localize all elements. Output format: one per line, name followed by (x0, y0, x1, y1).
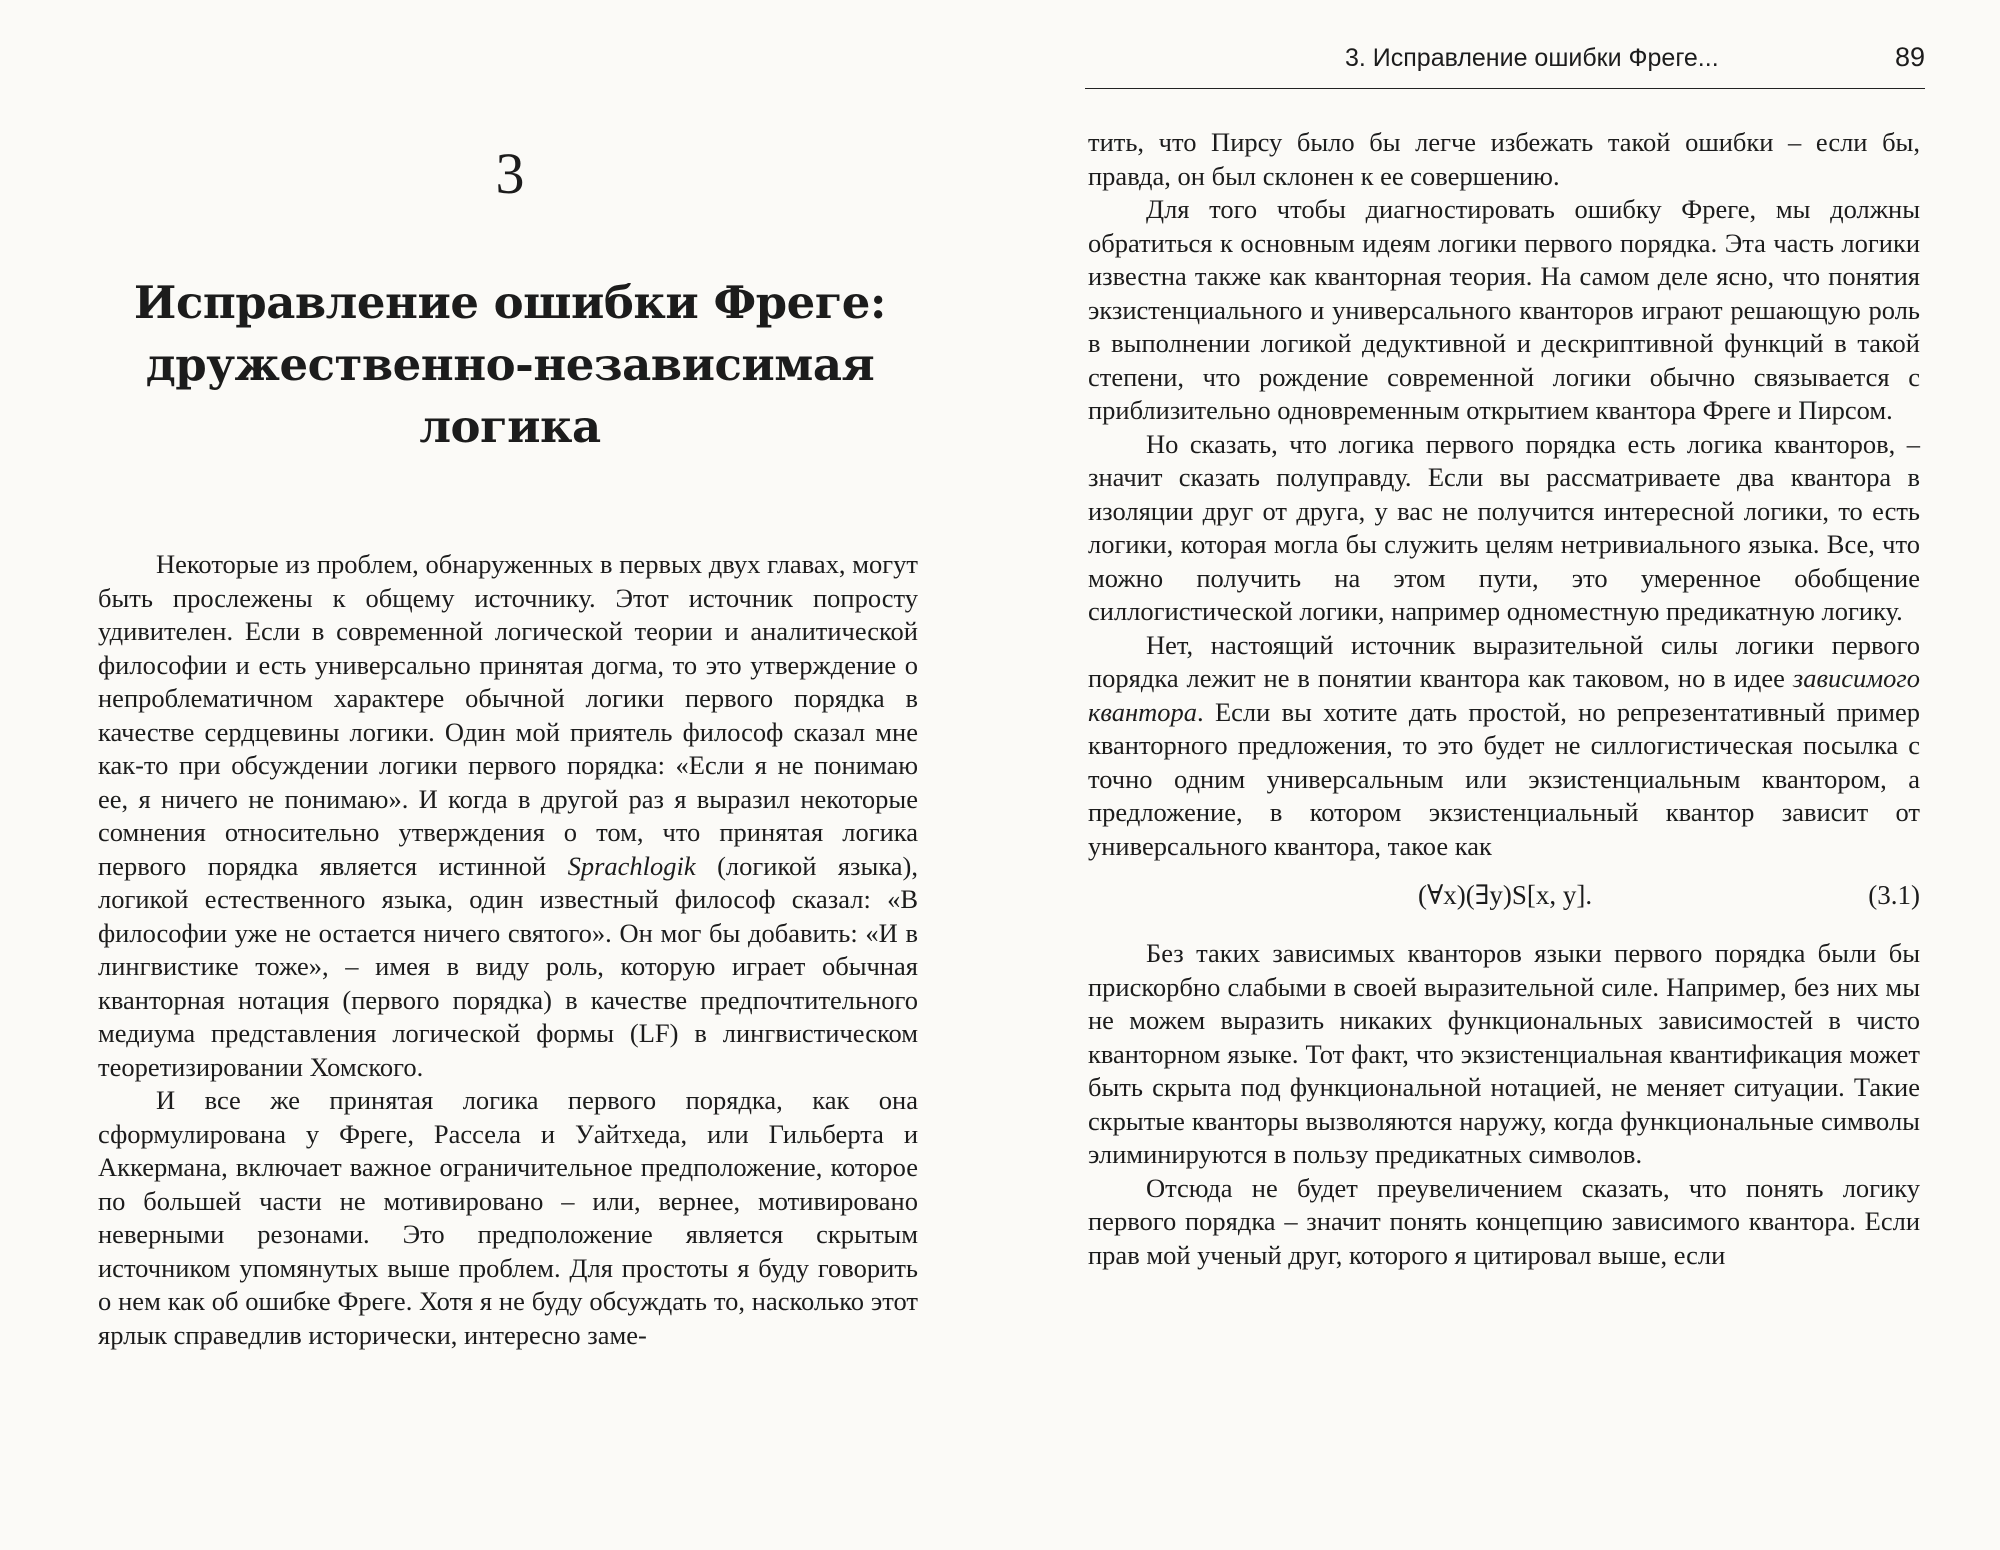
right-page (1000, 0, 2000, 1550)
formula-row (1088, 867, 1920, 927)
paragraph: Отсюда не будет преувеличением сказать, что понять логику первого порядка – значит понять концепцию зависимого квантора. Если прав мой ученый друг, которого я цитировал выше, если (1088, 1172, 1920, 1270)
paragraph-text: . Если вы хотите дать простой, но репрезентативный пример кванторного предложения, то это будет не силлогистическая посылка с точно одним универсальным или экзистенциальным квантором, а предложение, в котором экзистенциальный квантор зависит от универсального квантора, такое как (1088, 696, 1920, 861)
paragraph: И все же принятая логика первого порядка, как она сформулирована у Фреге, Рассела и Уайтхеда, или Гильберта и Аккермана, включает важное ограничительное предположение, которое по большей части не мотивировано – или, вернее, мотивировано неверными резонами. Это предположение является скрытым источником упомянутых выше проблем. Для простоты я буду говорить о нем как об ошибке Фреге. Хотя я не буду обсуждать то, насколько этот ярлык справедлив исторически, интересно заме- (98, 1085, 918, 1350)
paragraph-text: (логикой языка), логикой естественного языка, один известный философ сказал: «В философии уже не остается ничего святого». Он мог бы добавить: «И в лингвистике тоже», – имея в виду роль, которую играет обычная кванторная нотация (первого порядка) в качестве предпочтительного медиума представления логической формы (LF) в лингвистическом теоретизировании Хомского. (98, 850, 918, 1082)
chapter-title-line-1: Исправление ошибки Фреге: (133, 276, 887, 329)
italic-term: Sprachlogik (567, 850, 696, 881)
paragraph: Для того чтобы диагностировать ошибку Фреге, мы должны обратиться к основным идеям логики первого порядка. Эта часть логики известна также как кванторная теория. На самом деле ясно, что понятия экзистенциального и универсального кванторов играют решающую роль в выполнении логикой дедуктивной и дескриптивной функций в такой степени, что рождение современной логики обычно связывается с приблизительно одновременным открытием квантора Фреге и Пирсом. (1088, 194, 1920, 425)
running-head-title: 3. Исправление ошибки Фреге... (1345, 44, 1719, 72)
equation-number: (3.1) (1868, 880, 1920, 910)
paragraph: Но сказать, что логика первого порядка есть логика кванторов, – значит сказать полуправду. Если вы рассматриваете два квантора в изоляции друг от друга, у вас не получится интересной логики, то есть логики, которая могла бы служить целям нетривиального языка. Все, что можно получить на этом пути, это умеренное обобщение силлогистической логики, например одноместную предикатную логику. (1088, 428, 1920, 626)
running-head (1085, 44, 1925, 89)
paragraph: Без таких зависимых кванторов языки первого порядка были бы прискорбно слабыми в своей выразительной силе. Например, без них мы не можем выразить никаких функциональных зависимостей в чисто кванторном языке. Тот факт, что экзистенциальная квантификация может быть скрыта под функциональной нотацией, не меняет ситуации. Такие скрытые кванторы вызволяются наружу, когда функциональные символы элиминируются в пользу предикатных символов. (1088, 938, 1920, 1169)
page-number: 89 (1894, 42, 1925, 72)
chapter-number: 3 (495, 141, 525, 206)
paragraph: тить, что Пирсу было бы легче избежать такой ошибки – если бы, правда, он был склонен к ее совершению. (1088, 127, 1920, 191)
chapter-title-line-2: дружественно-независимая логика (145, 338, 875, 453)
right-body-text (1088, 126, 1920, 1272)
paragraph-text: Нет, настоящий источник выразительной силы логики первого порядка лежит не в понятии квантора как таковом, но в идее (1088, 629, 1920, 693)
italic-term: зависимого квантора (1088, 663, 1920, 727)
chapter-title (100, 272, 920, 458)
left-body-text (98, 548, 918, 1352)
paragraph-text: Некоторые из проблем, обнаруженных в первых двух главах, могут быть прослежены к общему источнику. Этот источник попросту удивителен. Если в современной логической теории и аналитической философии и есть универсально принятая догма, то это утверждение о непроблематичном характере обычной логики первого порядка в качестве сердцевины логики. Один мой приятель философ сказал мне как-то при обсуждении логики первого порядка: «Если я не понимаю ее, я ничего не понимаю». И когда в другой раз я выразил некоторые сомнения относительно утверждения о том, что принятая логика первого порядка является истинной (98, 549, 918, 881)
paragraph (1088, 629, 1920, 864)
formula: (∀x)(∃y)S[x, y]. (1418, 880, 1593, 910)
paragraph (98, 548, 918, 1084)
